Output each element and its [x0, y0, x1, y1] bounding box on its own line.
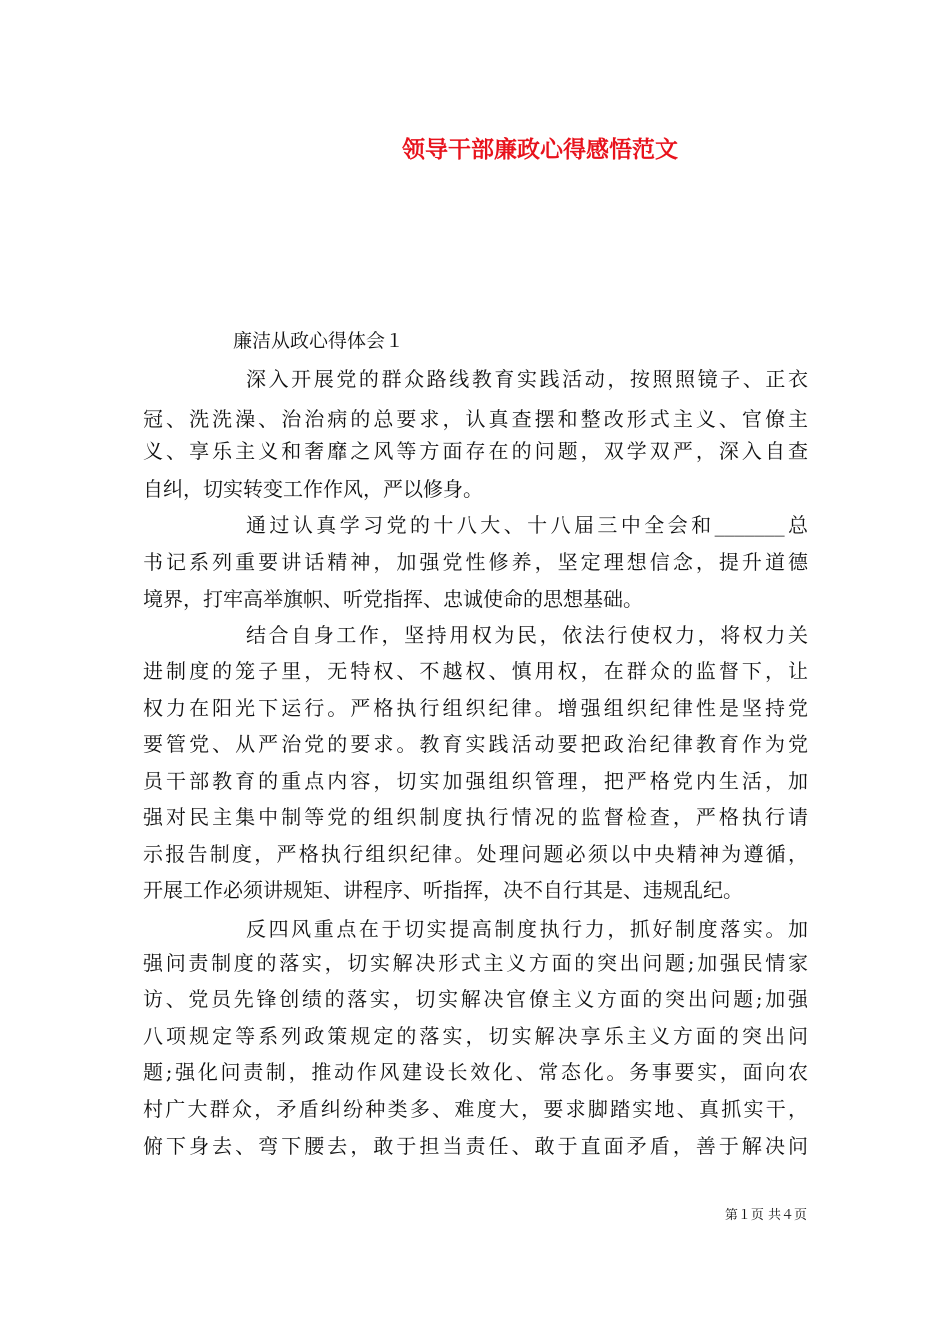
paragraph-2-line-3: 境界，打牢高举旗帜、听党指挥、忠诚使命的思想基础。 — [143, 587, 643, 611]
paragraph-4-line-7: 俯下身去、弯下腰去，敢于担当责任、敢于直面矛盾，善于解决问 — [143, 1134, 808, 1158]
paragraph-3-line-3: 权力在阳光下运行。严格执行组织纪律。增强组织纪律性是坚持党 — [143, 696, 808, 720]
paragraph-4-line-5: 题;强化问责制，推动作风建设长效化、常态化。务事要实，面向农 — [143, 1060, 808, 1084]
section-heading: 廉洁从政心得体会１ — [233, 330, 405, 352]
paragraph-4-line-4: 八项规定等系列政策规定的落实，切实解决享乐主义方面的突出问 — [143, 1024, 808, 1048]
paragraph-3-line-7: 示报告制度，严格执行组织纪律。处理问题必须以中央精神为遵循， — [143, 842, 808, 866]
paragraph-4-line-1: 反四风重点在于切实提高制度执行力，抓好制度落实。加 — [246, 917, 808, 941]
paragraph-3-line-2: 进制度的笼子里，无特权、不越权、慎用权，在群众的监督下，让 — [143, 659, 808, 683]
paragraph-1-line-4: 自纠，切实转变工作作风，严以修身。 — [143, 477, 483, 501]
paragraph-1-line-3: 义、享乐主义和奢靡之风等方面存在的问题，双学双严，深入自查 — [143, 439, 808, 463]
paragraph-2-line-2: 书记系列重要讲话精神，加强党性修养，坚定理想信念，提升道德 — [143, 550, 808, 574]
page-number-footer: 第１页 共４页 — [724, 1208, 807, 1223]
paragraph-1-line-1: 深入开展党的群众路线教育实践活动，按照照镜子、正衣 — [246, 367, 808, 391]
paragraph-3-line-5: 员干部教育的重点内容，切实加强组织管理，把严格党内生活，加 — [143, 769, 808, 793]
paragraph-2-line-1: 通过认真学习党的十八大、十八届三中全会和_______总 — [246, 513, 808, 537]
paragraph-4-line-3: 访、党员先锋创绩的落实，切实解决官僚主义方面的突出问题;加强 — [143, 987, 808, 1011]
paragraph-3-line-4: 要管党、从严治党的要求。教育实践活动要把政治纪律教育作为党 — [143, 732, 808, 756]
paragraph-3-line-1: 结合自身工作，坚持用权为民，依法行使权力，将权力关 — [246, 623, 808, 647]
paragraph-3-line-8: 开展工作必须讲规矩、讲程序、听指挥，决不自行其是、违规乱纪。 — [143, 878, 743, 902]
paragraph-4-line-6: 村广大群众，矛盾纠纷种类多、难度大，要求脚踏实地、真抓实干， — [143, 1097, 808, 1121]
page-title: 领导干部廉政心得感悟范文 — [402, 136, 678, 163]
paragraph-4-line-2: 强问责制度的落实，切实解决形式主义方面的突出问题;加强民情家 — [143, 951, 808, 975]
paragraph-3-line-6: 强对民主集中制等党的组织制度执行情况的监督检查，严格执行请 — [143, 805, 808, 829]
paragraph-1-line-2: 冠、洗洗澡、治治病的总要求，认真查摆和整改形式主义、官僚主 — [143, 407, 808, 431]
